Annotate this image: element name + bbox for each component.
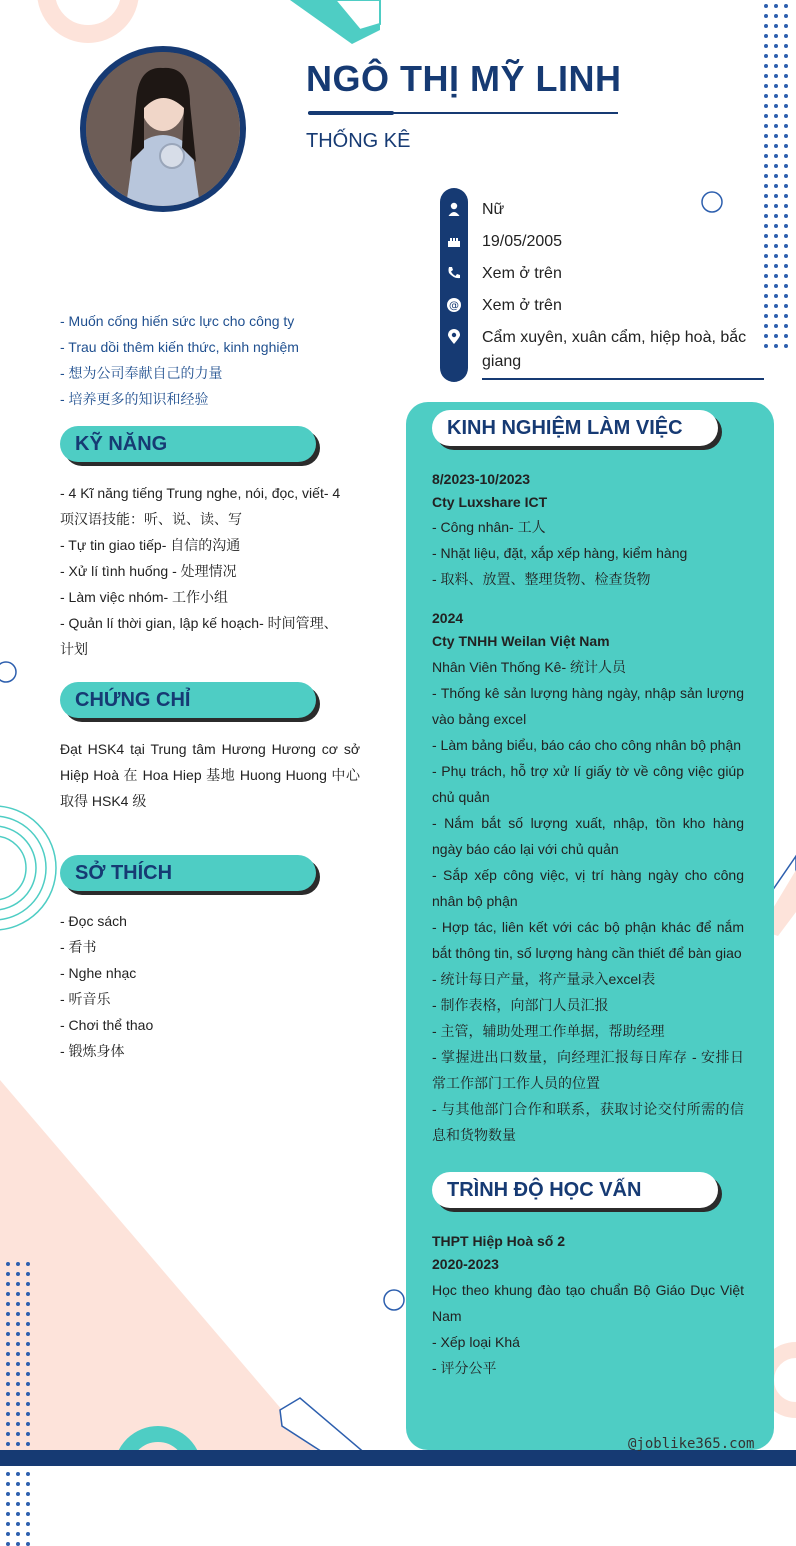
skill-line: - Tự tin giao tiếp- 自信的沟通 <box>60 537 241 553</box>
portrait-illustration <box>86 52 240 206</box>
hobby-line: - Chơi thể thao <box>60 1017 154 1033</box>
name-underline-accent <box>308 111 394 115</box>
footer-bar <box>0 1450 796 1466</box>
skill-line: - 4 Kĩ năng tiếng Trung nghe, nói, đọc, viết- 4 <box>60 485 341 501</box>
job-company: Cty Luxshare ICT <box>432 494 548 510</box>
hobbies-title: SỞ THÍCH <box>75 862 173 884</box>
skill-line: - Xử lí tình huống - 处理情况 <box>60 563 237 579</box>
contact-address: Cẩm xuyên, xuân cẩm, hiệp hoà, bắc giang <box>482 329 747 370</box>
contact-icon-bar <box>440 188 468 382</box>
contact-underline <box>482 378 764 380</box>
phone-icon <box>446 265 462 281</box>
dot-pattern-bottom-left <box>6 1262 30 1546</box>
hobby-line: - 锻炼身体 <box>60 1043 125 1059</box>
birthday-cake-icon <box>446 233 462 249</box>
career-objective <box>60 308 299 412</box>
certificates-title: CHỨNG CHỈ <box>75 689 191 711</box>
education-title: TRÌNH ĐỘ HỌC VẤN <box>447 1179 642 1201</box>
candidate-name: NGÔ THỊ MỸ LINH <box>306 58 622 99</box>
job-2-heading <box>432 607 744 653</box>
contact-birthday: 19/05/2005 <box>482 233 563 250</box>
location-pin-icon <box>446 329 462 345</box>
education-period: 2020-2023 <box>432 1256 499 1272</box>
hobby-line: - 看书 <box>60 939 97 955</box>
job-period: 2024 <box>432 610 464 626</box>
hobby-line: - Đọc sách <box>60 913 127 929</box>
job-details: - Công nhân- 工人 - Nhặt liệu, đặt, xắp xếp hàng, kiểm hàng - 取料、放置、整理货物、检查货物 <box>432 519 688 587</box>
contact-email: Xem ở trên <box>482 297 562 314</box>
skills-list <box>60 480 360 662</box>
job-company: Cty TNHH Weilan Việt Nam <box>432 633 610 649</box>
skill-line: - Quản lí thời gian, lập kế hoạch- 时间管理、 <box>60 615 338 631</box>
education-heading <box>432 1230 744 1276</box>
dot-pattern-top-right <box>764 4 788 348</box>
contact-phone: Xem ở trên <box>482 265 562 282</box>
contact-gender: Nữ <box>482 201 505 218</box>
education-details: Học theo khung đào tạo chuẩn Bộ Giáo Dục Việt Nam - Xếp loại Khá - 评分公平 <box>432 1282 744 1376</box>
skill-line: - Làm việc nhóm- 工作小组 <box>60 589 229 605</box>
skill-line: 计划 <box>60 641 88 657</box>
watermark: @joblike365.com <box>628 1436 755 1452</box>
svg-text:@: @ <box>449 300 459 312</box>
objective-line: - 想为公司奉献自己的力量 <box>60 365 223 381</box>
objective-line: - Muốn cống hiến sức lực cho công ty <box>60 313 295 329</box>
skills-title: KỸ NĂNG <box>75 433 168 455</box>
hobbies-list <box>60 908 360 1064</box>
profile-photo <box>80 46 246 212</box>
experience-title: KINH NGHIỆM LÀM VIỆC <box>447 417 683 439</box>
hobby-line: - 听音乐 <box>60 991 111 1007</box>
objective-line: - Trau dồi thêm kiến thức, kinh nghiệm <box>60 339 299 355</box>
school-name: THPT Hiệp Hoà số 2 <box>432 1233 566 1249</box>
job-1-heading <box>432 468 744 514</box>
objective-line: - 培养更多的知识和经验 <box>60 391 209 407</box>
hobby-line: - Nghe nhạc <box>60 965 137 981</box>
job-period: 8/2023-10/2023 <box>432 471 531 487</box>
job-details: Nhân Viên Thống Kê- 统计人员 - Thống kê sản lượng hàng ngày, nhập sản lượng vào bảng excel - Làm bảng biểu, báo cáo cho công nhân bộ phận - Phụ trách, hỗ trợ xử lí giấy tờ về công việc giúp chủ quản - Nắm bắt số lượng xuất, nhập, tồn kho hàng ngày báo cáo lại với chủ quản - Sắp xếp công việc, vị trí hàng ngày cho công nhân bộ phận - Hợp tác, liên kết với các bộ phận khác để nắm bắt thông tin, số lượng hàng cần thiết để bàn giao - 统计每日产量，将产量录入excel表 - 制作表格，向部门人员汇报 - 主管，辅助处理工作单据，帮助经理 - 掌握进出口数量，向经理汇报每日库存 - 安排日常工作部门工作人员的位置 - 与其他部门合作和联系，获取讨论交付所需的信息和货物数量 <box>432 659 744 1143</box>
job-title: THỐNG KÊ <box>306 130 411 152</box>
email-icon <box>446 297 462 313</box>
skill-line: 项汉语技能：听、说、读、写 <box>60 511 242 527</box>
user-icon <box>446 201 462 217</box>
certificates-text: Đạt HSK4 tại Trung tâm Hương Hương cơ sở Hiệp Hoà 在 Hoa Hiep 基地 Huong Huong 中心取得 HSK4 级 <box>60 741 360 809</box>
